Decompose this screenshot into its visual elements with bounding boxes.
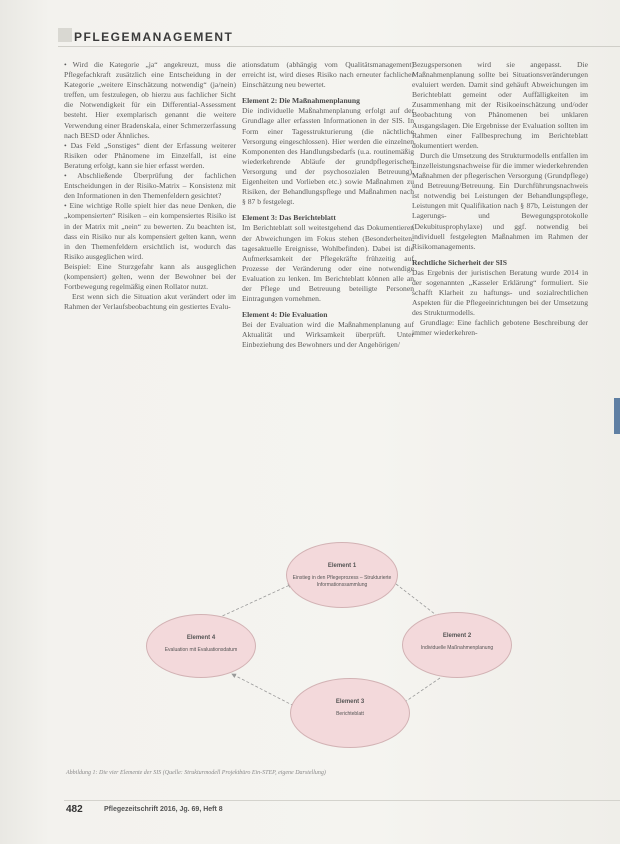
sis-elements-diagram <box>62 528 606 770</box>
arrow-1-to-2 <box>396 584 440 618</box>
paragraph: ationsdatum (abhängig vom Qualitätsmanagement) erreicht ist, wird dieses Risiko nach erneuter fachlicher Einschätzung neu bewertet. <box>242 60 414 90</box>
journal-citation: Pflegezeitschrift 2016, Jg. 69, Heft 8 <box>104 806 223 813</box>
paragraph: Erst wenn sich die Situation akut verändert oder im Rahmen der Verlaufsbeobachtung ein gestiertes Evalu- <box>64 292 236 312</box>
footer-rule <box>64 800 620 801</box>
element-description: Evaluation mit Evaluationsdatum <box>164 647 238 653</box>
paragraph: • Eine wichtige Rolle spielt hier das neue Denken, die „kompensierten“ Risiken – ein kompensiertes Risiko ist in der Matrix mit „nein“ zu bewerten. Zu beachten ist, dass ein Risiko nur als kompensiert gelten kann, wenn in den Themenfeldern ersichtlich ist, wodurch das Risiko ausgeglichen wird. <box>64 201 236 261</box>
text-column-2 <box>242 60 414 351</box>
paragraph: • Abschließende Überprüfung der fachlichen Entscheidungen in der Risiko-Matrix – Konsistenz mit den Informationen in den Themenfeldern gesichtet? <box>64 171 236 201</box>
element-title: Element 1 <box>327 563 357 569</box>
paragraph: Bezugspersonen wird sie angepasst. Die Maßnahmenplanung sollte bei Situationsveränderungen evaluiert werden. Damit sind gehäuft Abweichungen im Berichteblatt gemeint oder Auffälligkeiten im Zusammenhang mit der Risikoeinschätzung und/oder Beobachtung von Phänomenen bei unklaren Ausgangslagen. Die Ergebnisse der Evaluation sollten im Rahmen einer Fallbesprechung im Berichteblatt dokumentiert werden. <box>412 60 588 150</box>
element-3-ellipse <box>290 678 410 748</box>
subheading: Element 3: Das Berichteblatt <box>242 213 336 223</box>
page-number: 482 <box>66 804 83 815</box>
page-edge-tab <box>614 398 620 434</box>
paragraph: Das Ergebnis der juristischen Beratung wurde 2014 in der sogenannten „Kasseler Erklärung“ formuliert. Sie schafft Klarheit zu haftungs- und sozialrechtlichen Aspekten für die Pflegeeinrichtungen bei der Umsetzung des Strukturmodells. <box>412 267 588 318</box>
paragraph: • Das Feld „Sonstiges“ dient der Erfassung weiterer Risiken oder Phänomene im Einzelfall, ist eine Beratung erfolgt, kann sie hier erfasst werden. <box>64 140 236 170</box>
paragraph: • Wird die Kategorie „ja“ angekreuzt, muss die Pflegefachkraft zusätzlich eine Entscheidung in der Kategorie „weitere Einschätzung notwendig“ (ja/nein) treffen, um festzulegen, ob hierzu aus fachlicher Sicht die Notwendigkeit für ein Differential-Assessment besteht. Hier exemplarisch genannt die weitere Verwendung einer Bradenskala, einer Schmerzerfassung nach BESD oder Ähnliches. <box>64 60 236 140</box>
arrow-3-to-1 <box>218 584 292 618</box>
text-column-3 <box>412 60 588 339</box>
subheading: Element 4: Die Evaluation <box>242 310 328 320</box>
text-column-1 <box>64 60 236 312</box>
header-marker <box>58 28 72 42</box>
element-1-ellipse <box>286 542 398 608</box>
element-4-ellipse <box>146 614 256 678</box>
paragraph: Durch die Umsetzung des Strukturmodells entfallen im Einzelleistungsnachweise für die immer wiederkehrenden Maßnahmen der pflegerischen Versorgung (Grundpflege) und Betreuung/Betreuung. Ein Durchführungsnachweis ist notwendig bei Leistungen der Behandlungspflege, Leistungen mit Qualifikation nach § 87b, Leistungen der Lagerungs- und Bewegungsprotokolle (Dekubitusprophylaxe) und ggf. notwendig bei individuell festgelegten Maßnahmen im Rahmen der Risikomanagements. <box>412 150 588 251</box>
element-2-ellipse <box>402 612 512 678</box>
element-description: Einstieg in den Pflegeprozess – Strukturierte Informationssammlung <box>292 575 392 588</box>
header-rule <box>58 46 620 47</box>
subheading: Rechtliche Sicherheit der SIS <box>412 257 507 267</box>
paragraph: Im Berichteblatt soll weitestgehend das Dokumentieren der Abweichungen im Fokus stehen (Besonderheiten, tagesaktuelle Ereignisse, Wohlbefinden). Dabei ist die Aufmerksamkeit der Pflegekräfte frühzeitig auf Prozesse der Veränderung oder eine notwendige Evaluation zu lenken. Im Berichteblatt können alle an der Pflege und Betreuung beteiligte Personen Eintragungen vornehmen. <box>242 223 414 304</box>
subheading: Element 2: Die Maßnahmenplanung <box>242 96 360 106</box>
arrow-4-to-3 <box>232 674 298 708</box>
element-title: Element 3 <box>335 699 365 705</box>
section-header: PFLEGEMANAGEMENT <box>74 30 234 44</box>
element-description: Individuelle Maßnahmenplanung <box>420 645 494 651</box>
element-description: Berichteblatt <box>336 711 364 717</box>
paragraph: Beispiel: Eine Sturzgefahr kann als ausgeglichen (kompensiert) gelten, wenn der Bewohner bei der Fortbewegung regelmäßig einen Rollator nutzt. <box>64 261 236 292</box>
element-title: Element 2 <box>442 633 472 639</box>
paragraph: Grundlage: Eine fachlich gebotene Beschreibung der immer wiederkehren- <box>412 318 588 338</box>
figure-caption: Abbildung 1: Die vier Elemente der SIS (Quelle: Strukturmodell Projektbüro Ein-STEP, eigene Darstellung) <box>66 770 326 776</box>
paragraph: Die individuelle Maßnahmenplanung erfolgt auf der Grundlage aller erfassten Informationen in der SIS. In Form einer Tagesstrukturierung (die nächtliche Versorgung eingeschlossen). Hier werden die einzelnen Komponenten des Handlungsbedarfs (u.a. routinemäßig wiederkehrende Abläufe der grundpflegerischen Versorgung und der psychosozialen Betreuung), Eigenheiten und Vorlieben etc.) sowie Maßnahmen zu Risiken, der Behandlungspflege und Maßnahmen nach § 87 b festgelegt. <box>242 106 414 207</box>
paragraph: Bei der Evaluation wird die Maßnahmenplanung auf Aktualität und Wirksamkeit überprüft. Unter Einbeziehung des Bewohners und der Angehörigen/ <box>242 320 414 350</box>
element-title: Element 4 <box>186 635 216 641</box>
